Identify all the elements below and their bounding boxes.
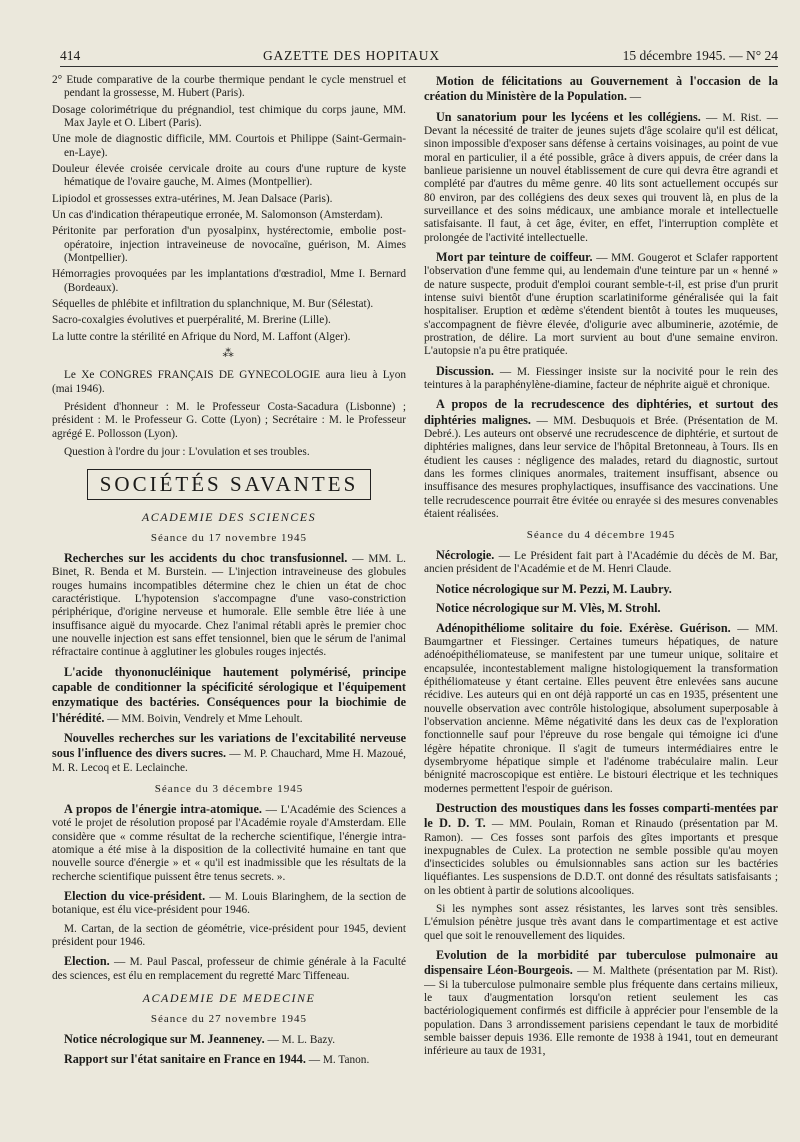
article-necrologie (424, 548, 778, 577)
article-diphteries (424, 397, 778, 521)
article-destruction-cont: Si les nymphes sont assez résistantes, les larves sont très sensibles. L'émulsion pénètre jusque très avant dans le compartimentage et est active quel que soit le renouvellement des liquides. (424, 903, 778, 942)
article-title: Notice nécrologique sur M. Jeanneney. (64, 1032, 265, 1047)
article-body: — M. P. Chauchard, Mme H. Mazoué, M. R. Lecoq et E. Leclainche. (52, 748, 406, 774)
list-item: Hémorragies provoquées par les implantations d'œstradiol, Mme I. Bernard (Bordeaux). (52, 268, 406, 294)
article-title: Evolution de la morbidité par tuberculose pulmonaire au dispensaire Léon-Bourgeois. (424, 948, 778, 978)
list-item: Sacro-coxalgies évolutives et puerpéralité, M. Brerine (Lille). (52, 314, 331, 327)
left-column (52, 74, 406, 1122)
article-body: — M. L. Bazy. (267, 1034, 336, 1047)
article-title: Destruction des moustiques dans les fosses comparti-mentées par le D. D. T. (424, 800, 778, 831)
article-body: — M. Fiessinger insiste sur la nocivité pour le rein des teintures à la paraphénylène-diamine, facteur de néphrite aiguë et chronique. (424, 365, 778, 391)
running-header (60, 40, 778, 67)
notice-strohl: Notice nécrologique sur M. Vlès, M. Strohl. (436, 601, 661, 616)
congres-question: Question à l'ordre du jour : L'ovulation et ses troubles. (64, 445, 310, 458)
list-item: Un cas d'indication thérapeutique erronée, M. Salomonson (Amsterdam). (52, 208, 383, 221)
article-energie (52, 802, 406, 884)
section-heading-societes: SOCIÉTÉS SAVANTES (87, 469, 371, 500)
article-motion (424, 74, 778, 105)
right-column (424, 74, 778, 1122)
article-body: — M. Tanon. (308, 1054, 370, 1067)
article-rapport (52, 1052, 406, 1067)
article-adeno (424, 621, 778, 796)
article-election (52, 954, 406, 983)
academie-sciences-heading: ACADEMIE DES SCIENCES (141, 509, 317, 524)
article-evolution (424, 948, 778, 1059)
seance-heading: Séance du 17 novembre 1945 (150, 532, 308, 545)
article-title: Motion de félicitations au Gouvernement à l'occasion de la création du Ministère de la Population. (424, 74, 778, 104)
article-body: — MM. L. Binet, R. Benda et M. Burstein. — L'injection intraveineuse des globules rouges humains incompatibles détermine chez le chien un état de choc caractéristique. L'hypotension s'accompagne d'une vaso-constriction périphérique, d'origine nerveuse et humorale. Elle semble être liée à une insuffisance aiguë du myocarde. Chez l'animal rétabli après le premier choc une nouvelle injection est sans effet tensionnel, bien que le sérum de l'animal réfractaire continue à agglutiner les globules rouges injectés. (52, 553, 406, 659)
article-title: Election. (64, 954, 110, 969)
article-title: Discussion. (436, 363, 494, 378)
article-body: — M. Louis Blaringhem, de la section de botanique, est élu vice-président pour 1946. (52, 890, 406, 917)
journal-title: GAZETTE DES HOPITAUX (262, 48, 440, 63)
list-item: Séquelles de phlébite et infiltration du splanchnique, M. Bur (Sélestat). (52, 297, 374, 310)
seance-heading: Séance du 27 novembre 1945 (150, 1013, 308, 1026)
article-body: — M. Malthete (présentation par M. Rist). — Si la tuberculose pulmonaire semble plus fréquente dans certains milieux, le taux d'augmentation lorsqu'on retient seulement les cas bactériologiquement confirmés est difficile à apprécier pour l'ensemble de la population. Dans 3 arrondissement parisiens cependant le taux de morbidité semble baisser depuis 1936. Elle remonte de 1938 à 1941, tout en demeurant inférieure au taux de 1931, (424, 965, 778, 1058)
page-number: 414 (60, 48, 81, 63)
article-acide (52, 665, 406, 726)
list-item: La lutte contre la stérilité en Afrique du Nord, M. Laffont (Alger). (52, 330, 351, 343)
article-sanatorium (424, 110, 778, 245)
two-column-body (52, 74, 778, 1122)
article-election-vp (52, 889, 406, 918)
seance-heading: Séance du 3 décembre 1945 (154, 783, 304, 796)
article-title: Election du vice-président. (64, 888, 206, 903)
asterism-divider: ⁂ (222, 347, 236, 360)
article-body: — L'Académie des Sciences a voté le projet de résolution proposé par l'Académie royale d'Amsterdam. Elle considère que « comme résultat de la recherche scientifique, l'énergie intra-atomique a été mise à la disposition de la collectivité humaine en tant que nouvelle source d'énergie » et « qu'il est inadmissible que les résultats de la recherche scientifique puissent être tenus secrets. ». (52, 803, 406, 883)
congres-announcement: Le Xe CONGRES FRANÇAIS DE GYNECOLOGIE aura lieu à Lyon (mai 1946). (52, 369, 406, 395)
notice-laubry: Notice nécrologique sur M. Pezzi, M. Laubry. (436, 581, 672, 596)
article-body: — M. Paul Pascal, professeur de chimie générale à la Faculté des sciences, est élu en remplacement du regretté Marc Tiffeneau. (52, 956, 406, 982)
article-title: Un sanatorium pour les lycéens et les collégiens. (436, 109, 701, 124)
article-body: — MM. Baumgartner et Fiessinger. Certaines tumeurs hépatiques, de nature adénoépithéliomateuse, se manifestent par une tumeur unique, solitaire et encapsulée, incontestablement maligne histologiquement la transformation épithéliomateuse y étant certaine. Elles peuvent être enlevées sans aucune récidive. Les auteurs qui en ont déjà rapporté un cas en 1935, présentent une nouvelle observation avec contrôle histologique, absolument superposable à l'observation ancienne. Même négativité dans les deux cas de l'exploration fonctionnelle sauf pour l'épreuve du rose bengale qui témoigne ici d'une légère hépatite chronique. Il s'agit de tumeurs intermédiaires entre le dysembryome hépatique simple et l'adénome trabéculaire malin. Leur bénignité macroscopique est entière. Le bistouri électrique et les techniques modernes permettent l'espoir de guérison. (424, 622, 778, 795)
article-title: Nécrologie. (436, 548, 495, 563)
list-item: 2° Etude comparative de la courbe thermique pendant le cycle menstruel et pendant la grossesse, M. Hubert (Paris). (52, 74, 406, 100)
article-body: — MM. Desbuquois et Brée. (Présentation de M. Debré.). Les auteurs ont observé une recrudescence de diphtérie, et surtout de diphtéries malignes, dans leur service de l'hôpital Bretonneau, à Tours. Ils en étudient les causes : négligence des malades, retard du diagnostic, surtout dans les formes cliniques anormales, traitement insuffisant, absence ou insuffisance des mesures prophylactiques, insuffisance des vaccinations. Une telle recrudescence pourrait être évitée ou enrayée si des mesures convenables étaient réalisées. (424, 414, 778, 520)
article-title: L'acide thyononucléinique hautement polymérisé, principe capable de conditionner la spécificité sérologique et l'équipement enzymatique des bactéries. Conséquences pour la biochimie de l'hérédité. (52, 664, 406, 725)
list-item: Dosage colorimétrique du prégnandiol, test chimique du corps jaune, MM. Max Jayle et O. Libert (Paris). (52, 103, 406, 129)
list-item: Une mole de diagnostic difficile, MM. Courtois et Philippe (Saint-Germain-en-Laye). (52, 133, 406, 159)
article-nouvelles (52, 731, 406, 775)
article-title: A propos de la recrudescence des diphtéries, et surtout des diphtéries malignes. (424, 397, 778, 427)
seance-heading: Séance du 4 décembre 1945 (526, 529, 676, 542)
issue-date: 15 décembre 1945. — N° 24 (622, 48, 778, 63)
article-discussion (424, 364, 778, 393)
article-election-vp-cont: M. Cartan, de la section de géométrie, vice-président pour 1945, devient président pour 1946. (52, 922, 406, 948)
list-item: Péritonite par perforation d'un pyosalpinx, hystérectomie, embolie post-opératoire, injection intraveineuse de novocaïne, guérison, M. Aimes (Montpellier). (52, 225, 406, 264)
article-title: A propos de l'énergie intra-atomique. (64, 801, 262, 816)
academie-medecine-heading: ACADEMIE DE MEDECINE (142, 990, 316, 1005)
article-title: Recherches sur les accidents du choc transfusionnel. (64, 551, 348, 566)
article-title: Mort par teinture de coiffeur. (436, 249, 593, 264)
article-body: — Le Président fait part à l'Académie du décès de M. Bar, ancien président de l'Académie et de M. Henri Claude. (424, 550, 778, 576)
article-recherches (52, 551, 406, 660)
article-notice-jeanneney (52, 1032, 406, 1047)
article-mort (424, 250, 778, 359)
article-destruction (424, 801, 778, 898)
article-body: — MM. Poulain, Roman et Rinaudo (présentation par M. Ramon). — Ces fosses sont parfois des gîtes importants et presque inexpugnables de Culex. La protection ne semble possible qu'au moyen d'insecticides solubles ou émulsionnables sans action sur les bactéries liquéfiantes. Les suspensions de D.D.T. ont donné des résultats satisfaisants ; on les obtient à partir de solutions alcooliques. (424, 818, 778, 897)
article-body: — (629, 91, 642, 104)
article-body: — MM. Boivin, Vendrely et Mme Lehoult. (107, 712, 303, 725)
list-item: Douleur élevée croisée cervicale droite au cours d'une rupture de kyste hématique de l'ovaire gauche, M. Aimes (Montpellier). (52, 162, 406, 189)
article-body: — M. Rist. — Devant la nécessité de traiter de jeunes sujets d'âge scolaire qu'il est délicat, sinon impossible d'exposer sans défense à certains voisinages, au point de vue moral en particulier, il a été possible, grâce à divers appuis, de créer dans la banlieue parisienne un nouvel établissement de cure qui devra être agrandi et complété par d'autres du même genre. 40 lits sont actuellement occupés sur 80 environ, par des collégiens des deux sexes qui trouvent là, en plus de la surveillance et des soins médicaux, une ambiance morale et intellectuelle satisfaisante. Il faut, à cet âge, éviter, en effet, l'interruption complète et prolongée de l'activité intellectuelle. (424, 111, 778, 244)
congres-officers: Président d'honneur : M. le Professeur Costa-Sacadura (Lisbonne) ; président : M. le Professeur G. Cotte (Lyon) ; Secrétaire : M. le Professeur agrégé E. Pollosson (Lyon). (52, 400, 406, 440)
article-title: Adénopithéliome solitaire du foie. Exérèse. Guérison. (436, 620, 731, 635)
article-body: — MM. Gougerot et Sclafer rapportent l'observation d'une femme qui, au lendemain d'une teinture par un « henné » de nature suspecte, produit d'emploi courant semble-t-il, est prise d'un prurit intense suivi bientôt d'une éruption scarlatiniforme généralisée qui la fait hospitaliser. Eruption et œdème s'étendent bientôt à toutes les muqueuses, s'accompagnent de fièvre élevée, d'oligurie avec albuminerie, azotémie, de prostration, de délire. La mort survient au bout d'une semaine environ. L'autopsie n'a pu être pratiquée. (424, 251, 778, 358)
article-title: Nouvelles recherches sur les variations de l'excitabilité nerveuse sous l'influence des divers sucres. (52, 731, 406, 761)
article-title: Rapport sur l'état sanitaire en France en 1944. (64, 1052, 306, 1067)
list-item: Lipiodol et grossesses extra-utérines, M. Jean Dalsace (Paris). (52, 192, 333, 205)
